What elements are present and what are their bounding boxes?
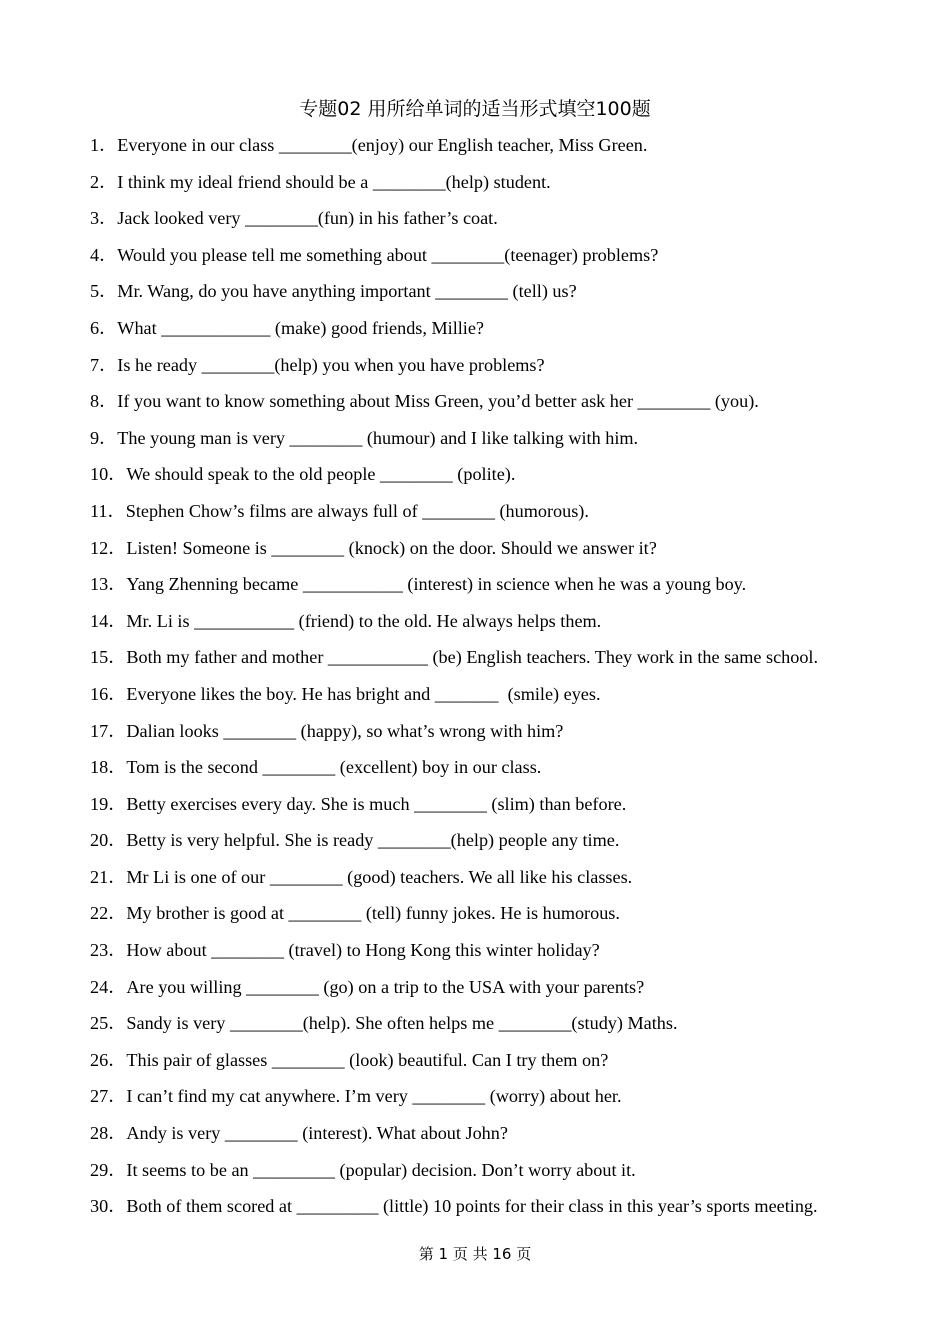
question-item — [90, 241, 890, 278]
question-text: I think my ideal friend should be a ________(help) student. — [117, 171, 551, 192]
question-number: 10． — [90, 464, 127, 485]
question-text: It seems to be an _________ (popular) decision. Don’t worry about it. — [126, 1159, 636, 1180]
page-footer: 第 1 页 共 16 页 — [418, 1245, 532, 1263]
question-number: 28． — [90, 1123, 127, 1144]
question-number: 12． — [90, 537, 127, 558]
question-text: The young man is very ________ (humour) and I like talking with him. — [117, 427, 639, 448]
question-number: 1． — [90, 135, 118, 155]
question-number: 9． — [90, 427, 118, 448]
question-item — [90, 204, 890, 241]
question-number: 13． — [90, 574, 127, 595]
question-number: 4． — [90, 244, 118, 265]
question-number: 5． — [90, 281, 118, 302]
question-item — [90, 460, 890, 497]
question-item — [90, 497, 890, 534]
question-item — [90, 973, 890, 1010]
question-number: 16． — [90, 683, 127, 704]
question-text: How about ________ (travel) to Hong Kong this winter holiday? — [126, 940, 600, 961]
question-number: 22． — [90, 903, 127, 924]
question-item — [90, 899, 890, 936]
question-text: My brother is good at ________ (tell) funny jokes. He is humorous. — [126, 903, 620, 924]
question-number: 3． — [90, 208, 118, 229]
question-number: 27． — [90, 1086, 127, 1107]
question-text: Mr Li is one of our ________ (good) teachers. We all like his classes. — [126, 866, 633, 887]
question-number: 11． — [90, 500, 126, 521]
question-item — [90, 131, 890, 168]
page-title: 专题02 用所给单词的适当形式填空100题 — [299, 98, 651, 120]
question-text: Mr. Wang, do you have anything important ________ (tell) us? — [117, 281, 577, 302]
question-number: 24． — [90, 976, 127, 997]
question-item — [90, 570, 890, 607]
question-text: Both of them scored at _________ (little) 10 points for their class in this year’s sports meeting. — [126, 1196, 818, 1217]
question-item — [90, 1192, 890, 1229]
question-number: 26． — [90, 1049, 127, 1070]
question-item — [90, 424, 890, 461]
question-text: I can’t find my cat anywhere. I’m very ________ (worry) about her. — [126, 1086, 622, 1107]
question-text: Everyone in our class ________(enjoy) our English teacher, Miss Green. — [117, 135, 648, 155]
question-item — [90, 314, 890, 351]
question-text: Jack looked very ________(fun) in his father’s coat. — [117, 208, 498, 229]
question-text: This pair of glasses ________ (look) beautiful. Can I try them on? — [126, 1049, 609, 1070]
question-number: 15． — [90, 647, 127, 668]
question-number: 17． — [90, 720, 127, 741]
question-item — [90, 826, 890, 863]
question-item — [90, 277, 890, 314]
question-text: Andy is very ________ (interest). What about John? — [126, 1123, 508, 1144]
question-item — [90, 1082, 890, 1119]
question-text: Is he ready ________(help) you when you have problems? — [117, 354, 545, 375]
question-item — [90, 790, 890, 827]
question-number: 29． — [90, 1159, 127, 1180]
question-item — [90, 168, 890, 205]
question-text: What ____________ (make) good friends, Millie? — [117, 317, 484, 338]
question-item — [90, 936, 890, 973]
question-text: Dalian looks ________ (happy), so what’s wrong with him? — [126, 720, 564, 741]
question-number: 6． — [90, 317, 118, 338]
question-text: Are you willing ________ (go) on a trip to the USA with your parents? — [126, 976, 645, 997]
question-item — [90, 387, 890, 424]
question-number: 18． — [90, 757, 127, 778]
question-number: 21． — [90, 866, 127, 887]
question-text: Mr. Li is ___________ (friend) to the old. He always helps them. — [126, 610, 602, 631]
question-number: 2． — [90, 171, 118, 192]
question-number: 20． — [90, 830, 127, 851]
question-item — [90, 1009, 890, 1046]
question-item — [90, 351, 890, 388]
question-item — [90, 1156, 890, 1193]
question-item — [90, 717, 890, 754]
question-item — [90, 680, 890, 717]
question-number: 25． — [90, 1013, 127, 1034]
question-text: Listen! Someone is ________ (knock) on the door. Should we answer it? — [126, 537, 657, 558]
question-item — [90, 534, 890, 571]
question-item — [90, 1119, 890, 1156]
question-number: 23． — [90, 940, 127, 961]
question-list — [90, 131, 890, 1229]
question-text: Everyone likes the boy. He has bright and _______ (smile) eyes. — [126, 683, 601, 704]
question-text: If you want to know something about Miss Green, you’d better ask her ________ (you). — [117, 391, 759, 412]
question-text: Sandy is very ________(help). She often helps me ________(study) Maths. — [126, 1013, 678, 1034]
question-text: Betty is very helpful. She is ready ________(help) people any time. — [126, 830, 620, 851]
question-text: Tom is the second ________ (excellent) boy in our class. — [126, 757, 542, 778]
question-number: 8． — [90, 391, 118, 412]
question-number: 30． — [90, 1196, 127, 1217]
question-number: 19． — [90, 793, 127, 814]
question-text: We should speak to the old people ________ (polite). — [126, 464, 516, 485]
question-item — [90, 643, 890, 680]
question-number: 14． — [90, 610, 127, 631]
question-text: Stephen Chow’s films are always full of ________ (humorous). — [125, 500, 589, 521]
question-text: Would you please tell me something about ________(teenager) problems? — [117, 244, 659, 265]
question-text: Betty exercises every day. She is much ________ (slim) than before. — [126, 793, 627, 814]
question-item — [90, 753, 890, 790]
question-item — [90, 607, 890, 644]
question-item — [90, 1046, 890, 1083]
question-item — [90, 863, 890, 900]
question-text: Both my father and mother ___________ (be) English teachers. They work in the same school. — [126, 647, 819, 668]
question-number: 7． — [90, 354, 118, 375]
question-text: Yang Zhenning became ___________ (interest) in science when he was a young boy. — [126, 574, 747, 595]
